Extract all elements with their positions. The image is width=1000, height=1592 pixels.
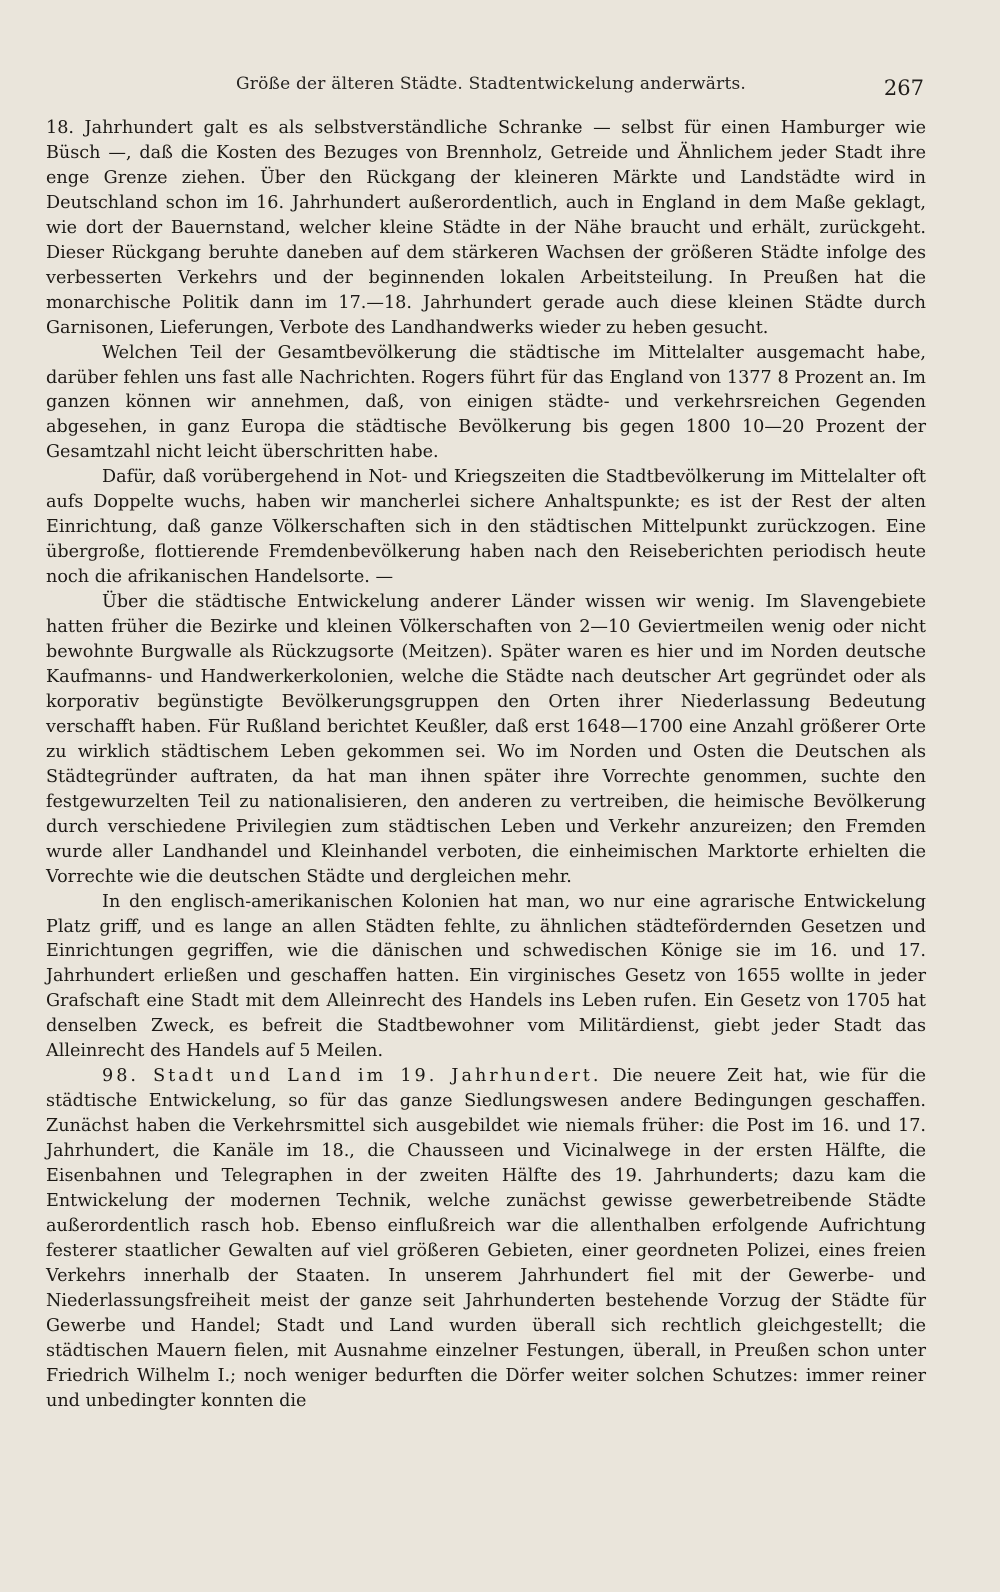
paragraph-text: In den englisch-amerikanischen Kolonien hat man, wo nur eine agrarische Entwickelung Platz griff, und es lange an allen Städten fehlte, zu ähnlichen städtefördernden Gesetzen und Einrichtungen gegriffen, wie die dänischen und schwedischen Könige sie im 16. und 17. Jahrhundert erließen und geschaffen hatten. Ein virginisches Gesetz von 1655 wollte in jeder Grafschaft eine Stadt mit dem Alleinrecht des Handels ins Leben rufen. Ein Gesetz von 1705 hat denselben Zweck, es befreit die Stadtbewohner vom Militärdienst, giebt jeder Stadt das Alleinrecht des Handels auf 5 Meilen. <box>46 891 926 1062</box>
paragraph-text: 18. Jahrhundert galt es als selbstverständliche Schranke — selbst für einen Hamburger wie Büsch —, daß die Kosten des Bezuges von Brennholz, Getreide und Ähnlichem jeder Stadt ihre enge Grenze ziehen. Über den Rückgang der kleineren Märkte und Landstädte wird in Deutschland schon im 16. Jahrhundert außerordentlich, auch in England in dem Maße geklagt, wie dort der Bauernstand, welcher kleine Städte in der Nähe braucht und erhält, zurückgeht. Dieser Rückgang beruhte daneben auf dem stärkeren Wachsen der größeren Städte infolge des verbesserten Verkehrs und der beginnenden lokalen Arbeitsteilung. In Preußen hat die monarchische Politik dann im 17.—18. Jahrhundert gerade auch diese kleinen Städte durch Garnisonen, Lieferungen, Verbote des Landhandwerks wieder zu heben gesucht. <box>46 118 926 338</box>
running-title: Größe der älteren Städte. Stadtentwickelung anderwärts. <box>236 74 747 94</box>
paragraph-text: Dafür, daß vorübergehend in Not- und Kriegszeiten die Stadtbevölkerung im Mittelalter oft aufs Doppelte wuchs, haben wir mancherlei sichere Anhaltspunkte; es ist der Rest der alten Einrichtung, daß ganze Völkerschaften sich in den städtischen Mittelpunkt zurückzogen. Eine übergroße, flottierende Fremdenbevölkerung haben nach den Reiseberichten periodisch heute noch die afrikanischen Handelsorte. — <box>46 467 926 588</box>
page-number: 267 <box>883 76 924 100</box>
paragraph-text: Die neuere Zeit hat, wie für die städtische Entwickelung, so für das ganze Siedlungswesen andere Bedingungen geschaffen. Zunächst haben die Verkehrsmittel sich ausgebildet wie niemals früher: die Post im 16. und 17. Jahrhundert, die Kanäle im 18., die Chausseen und Vicinalwege in der ersten Hälfte, die Eisenbahnen und Telegraphen in der zweiten Hälfte des 19. Jahrhunderts; dazu kam die Entwickelung der modernen Technik, welche zunächst gewisse gewerbetreibende Städte außerordentlich rasch hob. Ebenso einflußreich war die allenthalben erfolgende Aufrichtung festerer staatlicher Gewalten auf viel größeren Gebieten, einer geordneten Polizei, eines freien Verkehrs innerhalb der Staaten. In unserem Jahrhundert fiel mit der Gewerbe- und Niederlassungsfreiheit meist der ganze seit Jahrhunderten bestehende Vorzug der Städte für Gewerbe und Handel; Stadt und Land wurden überall sich rechtlich gleichgestellt; die städtischen Mauern fielen, mit Ausnahme einzelner Festungen, überall, in Preußen schon unter Friedrich Wilhelm I.; noch weniger bedurften die Dörfer weiter solchen Schutzes: immer reiner und unbedingter konnten die <box>46 1066 926 1411</box>
paragraph-text: Welchen Teil der Gesamtbevölkerung die städtische im Mittelalter ausgemacht habe, darüber fehlen uns fast alle Nachrichten. Rogers führt für das England von 1377 8 Prozent an. Im ganzen können wir annehmen, daß, von einigen städte- und verkehrsreichen Gegenden abgesehen, in ganz Europa die städtische Bevölkerung bis gegen 1800 10—20 Prozent der Gesamtzahl nicht leicht überschritten habe. <box>46 342 926 463</box>
section-heading: 98. Stadt und Land im 19. Jahrhundert. <box>102 1066 602 1087</box>
paragraph-text: Über die städtische Entwickelung anderer Länder wissen wir wenig. Im Slavengebiete hatten früher die Bezirke und kleinen Völkerschaften von 2—10 Geviertmeilen wenig oder nicht bewohnte Burgwalle als Rückzugsorte (Meitzen). Später waren es hier und im Norden deutsche Kaufmanns- und Handwerkerkolonien, welche die Städte nach deutscher Art gegründet oder als korporativ begünstigte Bevölkerungsgruppen den Orten ihrer Niederlassung Bedeutung verschafft haben. Für Rußland berichtet Keußler, daß erst 1648—1700 eine Anzahl größerer Orte zu wirklich städtischem Leben gekommen sei. Wo im Norden und Osten die Deutschen als Städtegründer auftraten, da hat man ihnen später ihre Vorrechte genommen, suchte den festgewurzelten Teil zu nationalisieren, den anderen zu vertreiben, die heimische Bevölkerung durch verschiedene Privilegien zum städtischen Leben und Verkehr anzureizen; den Fremden wurde aller Landhandel und Kleinhandel verboten, die einheimischen Marktorte erhielten die Vorrechte wie die deutschen Städte und dergleichen mehr. <box>46 592 926 887</box>
running-head <box>0 70 1000 104</box>
paragraph-2 <box>46 341 926 466</box>
paragraph-3 <box>46 465 926 590</box>
paragraph-5 <box>46 890 926 1065</box>
paragraph-4 <box>46 590 926 889</box>
body-text <box>46 116 926 1414</box>
paragraph-1 <box>46 116 926 341</box>
paragraph-6 <box>46 1064 926 1413</box>
